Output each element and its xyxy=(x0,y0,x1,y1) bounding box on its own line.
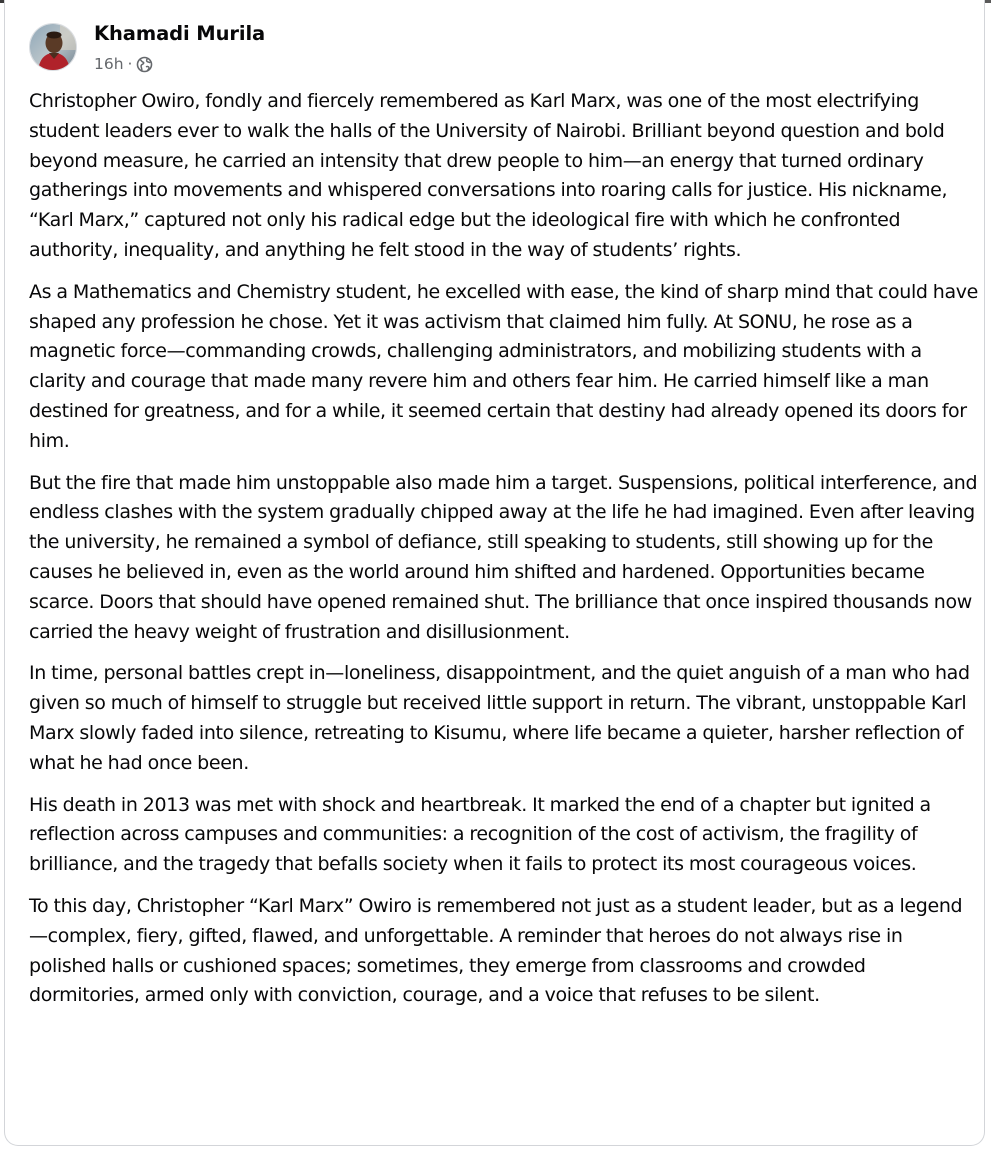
avatar[interactable] xyxy=(29,23,77,71)
post-text xyxy=(29,87,979,1023)
author-name[interactable]: Khamadi Murila xyxy=(94,22,266,45)
post-paragraph: His death in 2013 was met with shock and heartbreak. It marked the end of a chapter but ignited a reflection across campuses and communities: a recognition of the cost of activism, the fragility of brilliance, and the tragedy that befalls society when it fails to protect its most courageous voices. xyxy=(29,793,931,876)
globe-icon[interactable] xyxy=(136,56,153,73)
post-card xyxy=(4,0,985,1146)
post-paragraph: But the fire that made him unstoppable also made him a target. Suspensions, political interference, and endless clashes with the system gradually chipped away at the life he had imagined. Even after leaving the university, he remained a symbol of defiance, still speaking to students, still showing up for the causes he believed in, even as the world around him shifted and hardened. Opportunities became scarce. Doors that should have opened remained shut. The brilliance that once inspired thousands now carried the heavy weight of frustration and disillusionment. xyxy=(29,471,978,643)
meta-separator: · xyxy=(127,55,133,73)
post-paragraph: As a Mathematics and Chemistry student, he excelled with ease, the kind of sharp mind that could have shaped any profession he chose. Yet it was activism that claimed him fully. At SONU, he rose as a magnetic force—commanding crowds, challenging administrators, and mobilizing students with a clarity and courage that made many revere him and others fear him. He carried himself like a man destined for greatness, and for a while, it seemed certain that destiny had already opened its doors for him. xyxy=(29,280,979,452)
post-header xyxy=(29,22,629,74)
post-paragraph: To this day, Christopher “Karl Marx” Owiro is remembered not just as a student leader, but as a legend—complex, fiery, gifted, flawed, and unforgettable. A reminder that heroes do not always rise in polished halls or cushioned spaces; sometimes, they emerge from classrooms and crowded dormitories, armed only with conviction, courage, and a voice that refuses to be silent. xyxy=(29,894,963,1007)
post-paragraph: In time, personal battles crept in—loneliness, disappointment, and the quiet anguish of a man who had given so much of himself to struggle but received little support in return. The vibrant, unstoppable Karl Marx slowly faded into silence, retreating to Kisumu, where life became a quieter, harsher reflection of what he had once been. xyxy=(29,662,970,774)
post-paragraph: Christopher Owiro, fondly and fiercely remembered as Karl Marx, was one of the most electrifying student leaders ever to walk the halls of the University of Nairobi. Brilliant beyond question and bold beyond measure, he carried an intensity that drew people to him—an energy that turned ordinary gatherings into movements and whispered conversations into roaring calls for justice. His nickname, “Karl Marx,” captured not only his radical edge but the ideological fire with which he confronted authority, inequality, and anything he felt stood in the way of students’ rights. xyxy=(29,90,948,261)
post-meta xyxy=(94,55,153,73)
post-timestamp[interactable]: 16h xyxy=(94,55,124,73)
